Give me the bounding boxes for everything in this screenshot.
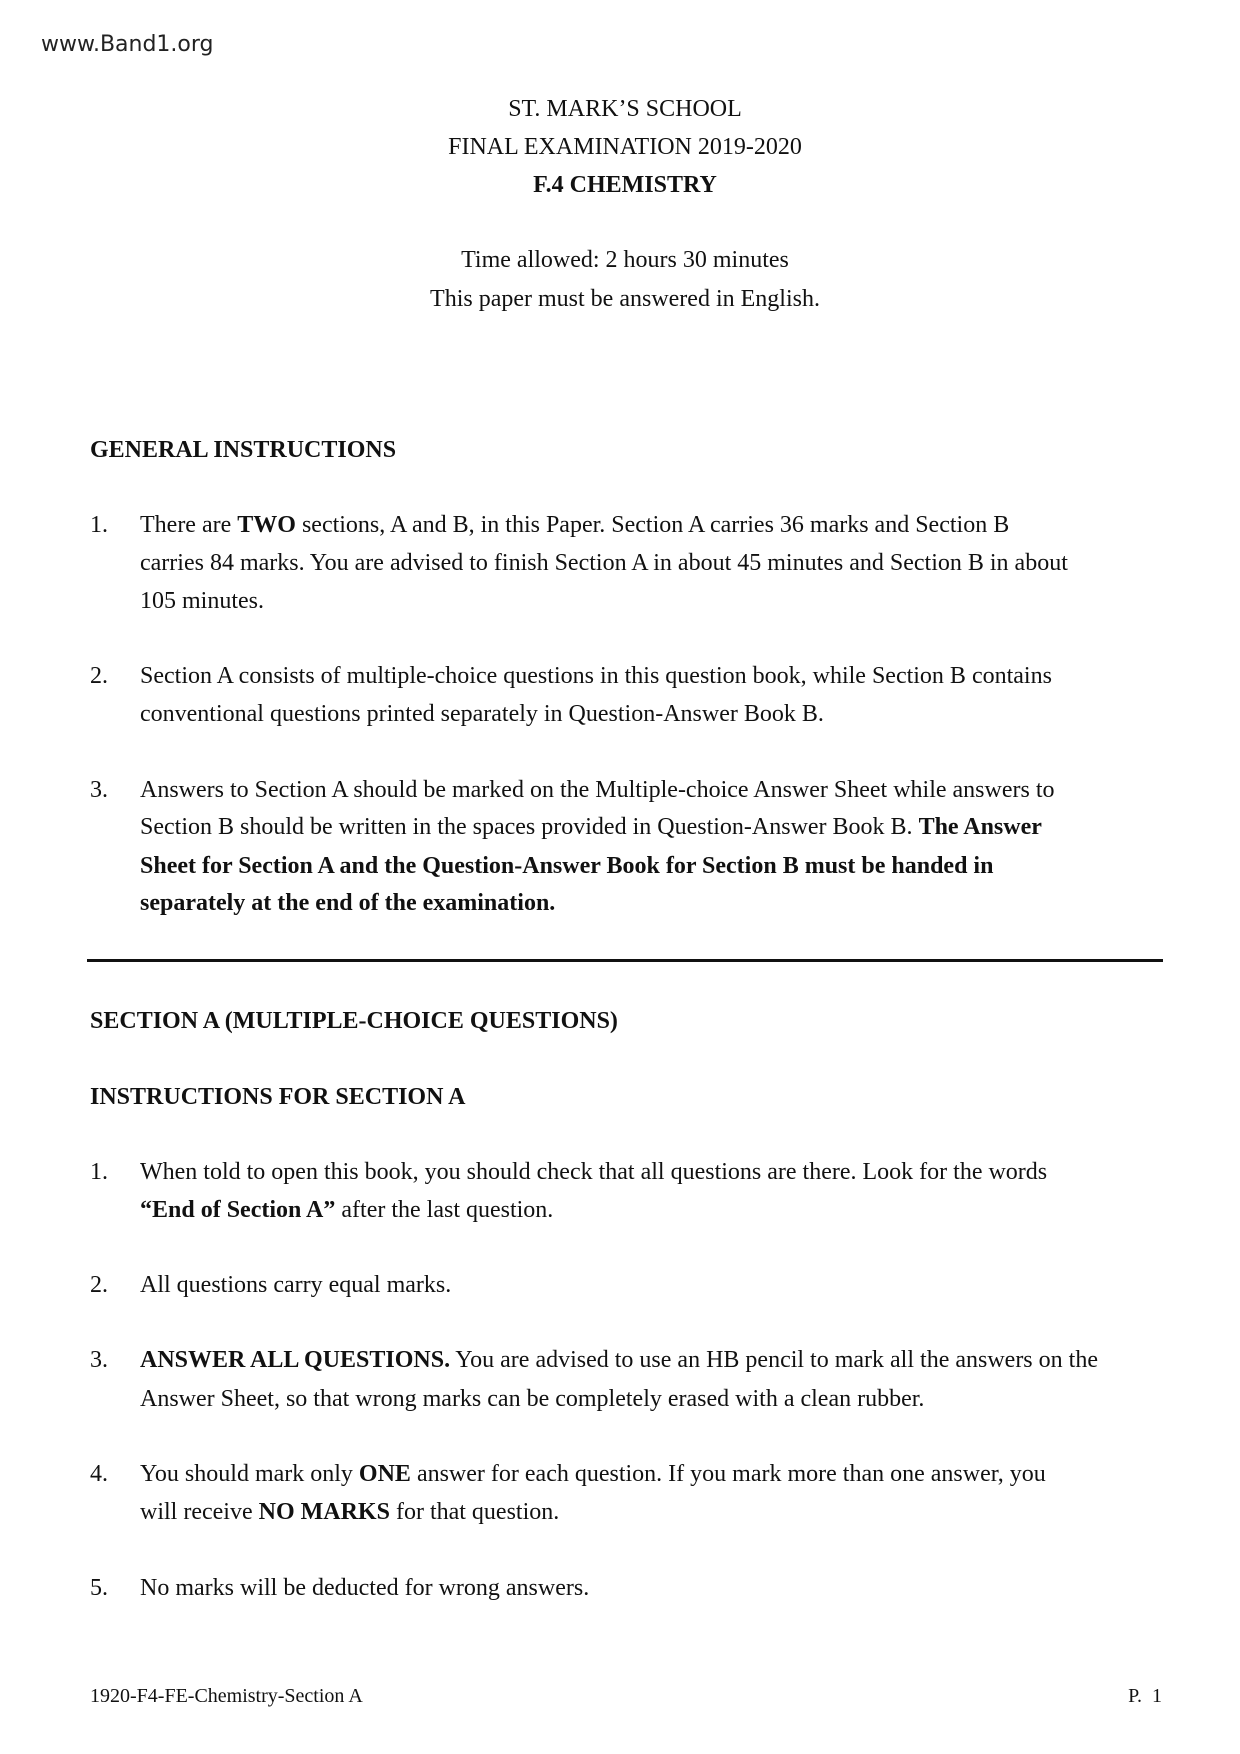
text: You should mark only xyxy=(140,1461,359,1487)
time-allowed: Time allowed: 2 hours 30 minutes xyxy=(461,247,789,273)
text: will receive xyxy=(140,1499,259,1525)
item-line: Answers to Section A should be marked on the Multiple-choice Answer Sheet while answers to xyxy=(140,777,1055,803)
bold-text: TWO xyxy=(237,512,296,538)
section-a-instructions-heading: INSTRUCTIONS FOR SECTION A xyxy=(90,1084,466,1110)
item-number: 4. xyxy=(90,1461,108,1487)
item-line xyxy=(140,1341,1098,1379)
footer-paper-code: 1920-F4-FE-Chemistry-Section A xyxy=(90,1685,363,1707)
exam-title: FINAL EXAMINATION 2019-2020 xyxy=(448,134,802,160)
item-number: 3. xyxy=(90,1347,108,1373)
section-divider xyxy=(87,959,1163,962)
bold-text: ANSWER ALL QUESTIONS. xyxy=(140,1347,451,1373)
text: Section B should be written in the spaces provided in Question-Answer Book B. xyxy=(140,814,919,840)
item-line: No marks will be deducted for wrong answers. xyxy=(140,1575,590,1601)
item-line xyxy=(140,808,1042,846)
text: sections, A and B, in this Paper. Section A carries 36 marks and Section B xyxy=(295,512,1010,538)
bold-text: NO MARKS xyxy=(258,1499,390,1525)
item-line: Sheet for Section A and the Question-Answer Book for Section B must be handed in xyxy=(140,853,994,879)
item-line xyxy=(140,1455,1046,1493)
bold-text: ONE xyxy=(358,1461,411,1487)
item-line: 105 minutes. xyxy=(140,588,264,614)
item-line: Section A consists of multiple-choice questions in this question book, while Section B contains xyxy=(140,663,1052,689)
text: answer for each question. If you mark more than one answer, you xyxy=(410,1461,1046,1487)
item-line: All questions carry equal marks. xyxy=(140,1272,452,1298)
item-line xyxy=(140,506,1009,544)
bold-text: “End of Section A” xyxy=(140,1197,336,1223)
item-number: 3. xyxy=(90,777,108,803)
item-number: 2. xyxy=(90,663,108,689)
item-line: conventional questions printed separately in Question-Answer Book B. xyxy=(140,701,824,727)
footer-page-number: P. 1 xyxy=(1128,1685,1162,1707)
item-line: separately at the end of the examination. xyxy=(140,890,556,916)
bold-text: The Answer xyxy=(918,814,1042,840)
text: for that question. xyxy=(389,1499,560,1525)
item-number: 5. xyxy=(90,1575,108,1601)
text: You are advised to use an HB pencil to mark all the answers on the xyxy=(450,1347,1098,1373)
item-number: 2. xyxy=(90,1272,108,1298)
item-line: Answer Sheet, so that wrong marks can be completely erased with a clean rubber. xyxy=(140,1386,925,1412)
item-number: 1. xyxy=(90,1159,108,1185)
watermark: www.Band1.org xyxy=(41,32,214,57)
subject-title: F.4 CHEMISTRY xyxy=(533,172,717,198)
section-a-heading: SECTION A (MULTIPLE-CHOICE QUESTIONS) xyxy=(90,1008,618,1034)
item-line xyxy=(140,1191,553,1229)
item-number: 1. xyxy=(90,512,108,538)
item-line xyxy=(140,1493,559,1531)
text: after the last question. xyxy=(335,1197,554,1223)
language-note: This paper must be answered in English. xyxy=(430,286,820,312)
general-instructions-heading: GENERAL INSTRUCTIONS xyxy=(90,437,397,463)
text: There are xyxy=(140,512,238,538)
item-line: When told to open this book, you should check that all questions are there. Look for the words xyxy=(140,1159,1048,1185)
item-line: carries 84 marks. You are advised to finish Section A in about 45 minutes and Section B in about xyxy=(140,550,1068,576)
school-name: ST. MARK’S SCHOOL xyxy=(508,96,742,122)
